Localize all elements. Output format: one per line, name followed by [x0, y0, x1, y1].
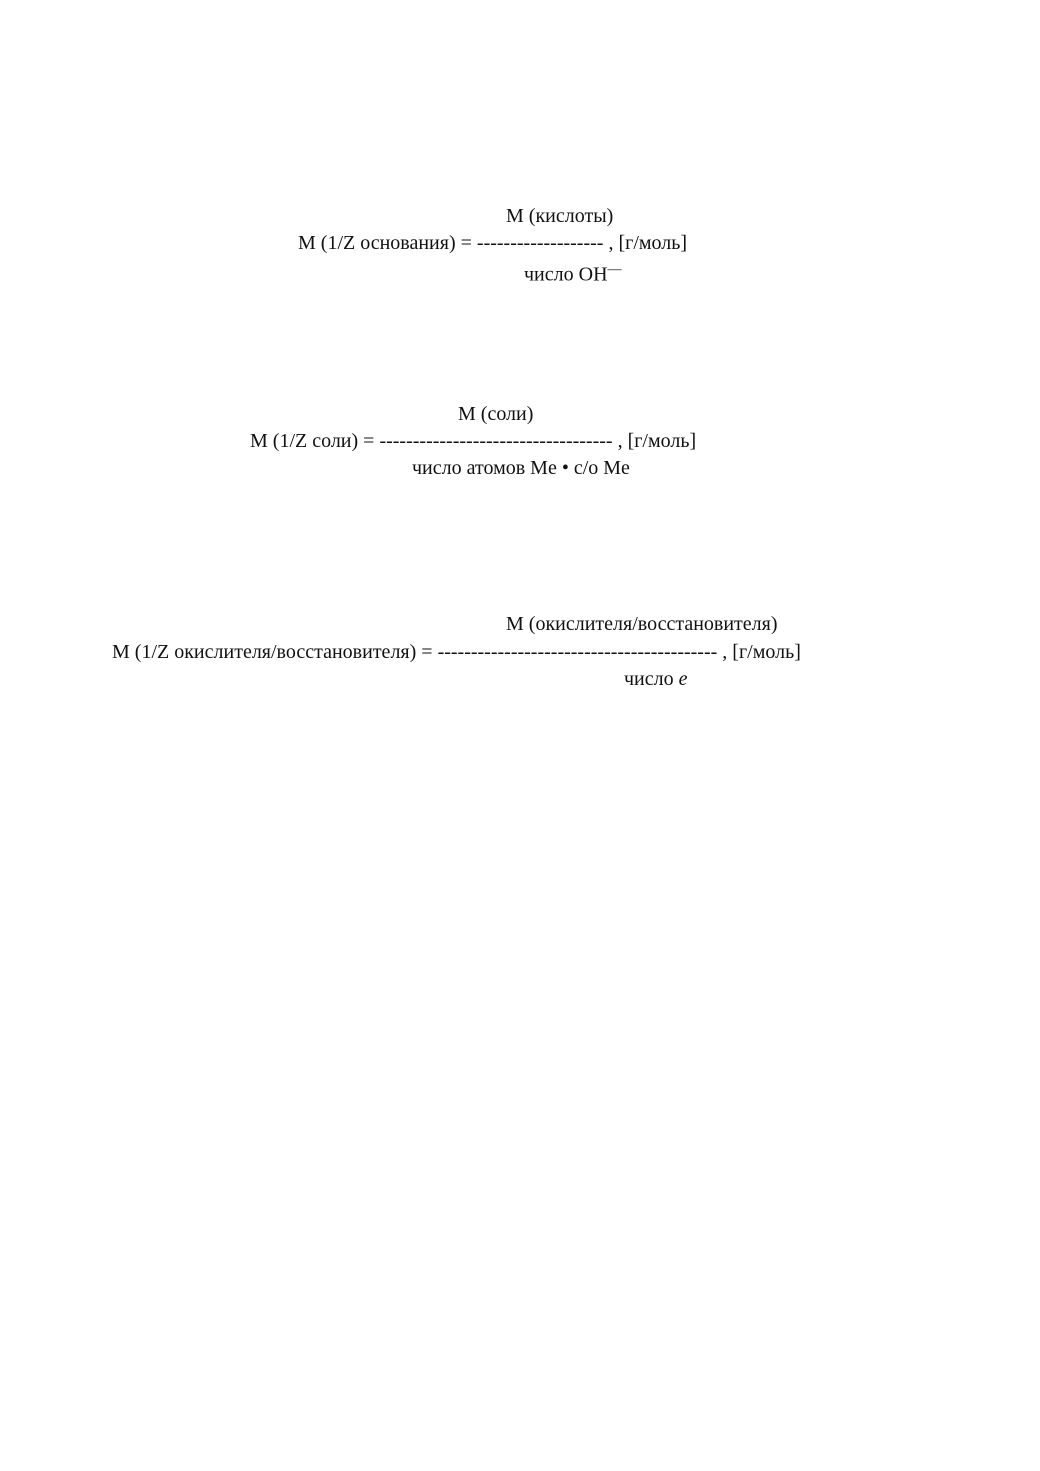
formula-unit: , [г/моль]	[612, 430, 697, 452]
fraction-bar: -----------------------------------	[379, 430, 613, 452]
formula-main-line	[298, 231, 687, 255]
formula-redox-equivalent	[0, 610, 1040, 700]
formula-lhs: M (1/Z основания) =	[298, 232, 477, 254]
electron-symbol: e	[678, 668, 688, 690]
formula-lhs: M (1/Z окислителя/восстановителя) =	[112, 641, 438, 663]
formula-denominator	[624, 667, 688, 691]
formula-unit: , [г/моль]	[603, 232, 688, 254]
formula-main-line	[250, 429, 696, 453]
denominator-text: число OH	[524, 263, 608, 286]
fraction-bar: ------------------------------------------	[437, 641, 718, 663]
formula-lhs: M (1/Z соли) =	[250, 430, 380, 452]
charge-superscript: —	[607, 262, 622, 277]
denominator-text: число	[624, 668, 679, 690]
fraction-bar: -------------------	[476, 232, 604, 254]
formula-denominator	[412, 456, 630, 480]
formula-base-equivalent	[0, 200, 1040, 290]
formula-main-line	[112, 640, 801, 664]
formula-numerator: M (окислителя/восстановителя)	[506, 613, 778, 635]
formula-numerator: M (кислоты)	[506, 205, 614, 227]
formula-salt-equivalent	[0, 398, 1040, 488]
formula-unit: , [г/моль]	[717, 641, 801, 663]
formula-denominator	[524, 258, 622, 287]
denominator-text: число атомов Me • с/о Me	[412, 457, 630, 479]
formula-numerator: M (соли)	[458, 403, 534, 425]
